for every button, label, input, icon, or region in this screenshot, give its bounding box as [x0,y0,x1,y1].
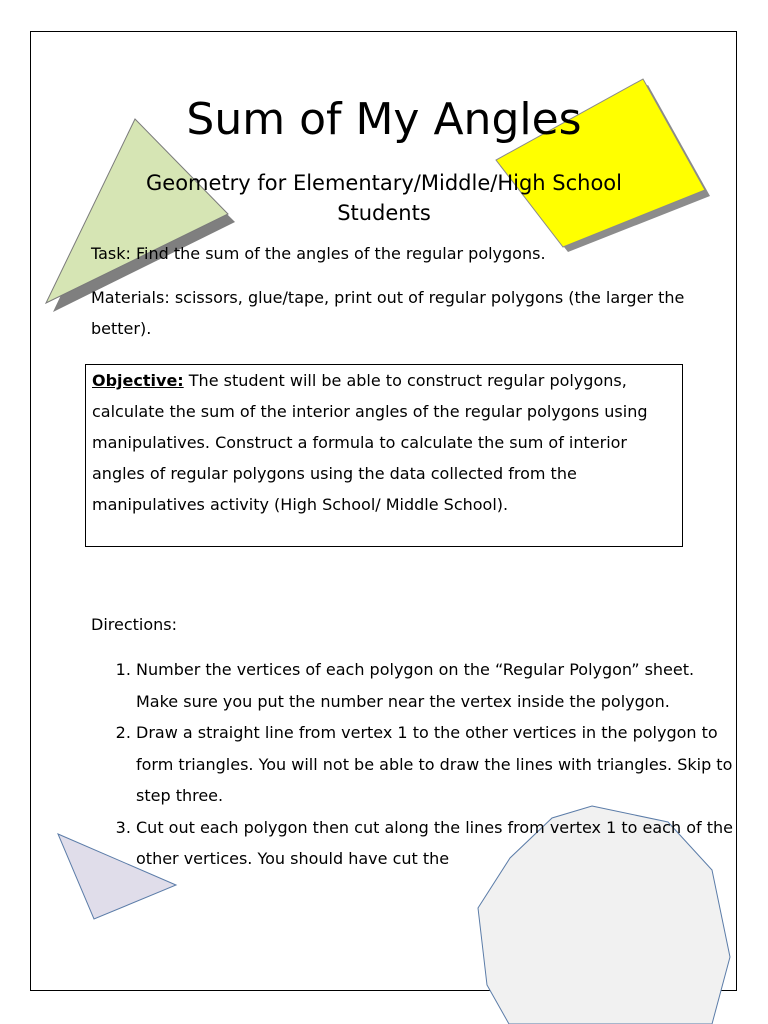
direction-step-1: 1. Number the vertices of each polygon on the “Regular Polygon” sheet. Make sure you put the number near the vertex inside the polygon. [136,654,736,717]
directions-heading: Directions: [91,615,178,634]
materials-text: Materials: scissors, glue/tape, print out of regular polygons (the larger the better). [91,288,685,338]
direction-step-3: 3. Cut out each polygon then cut along the lines from vertex 1 to each of the other vertices. You should have cut the [136,812,736,875]
page-subtitle: Geometry for Elementary/Middle/High School Students [146,171,622,225]
directions-list [91,654,736,875]
objective-text: The student will be able to construct regular polygons, calculate the sum of the interior angles of the regular polygons using manipulatives. Construct a formula to calculate the sum of interior angles of regular polygons using the data collected from the manipulatives activity (High School/ Middle School). [92,371,648,514]
direction-step-2: 2. Draw a straight line from vertex 1 to the other vertices in the polygon to form triangles. You will not be able to draw the lines with triangles. Skip to step three. [136,717,736,812]
objective-box [85,364,683,547]
page-title: Sum of My Angles [186,94,582,145]
task-text: Task: Find the sum of the angles of the regular polygons. [91,244,546,263]
objective-label: Objective: [92,371,184,390]
